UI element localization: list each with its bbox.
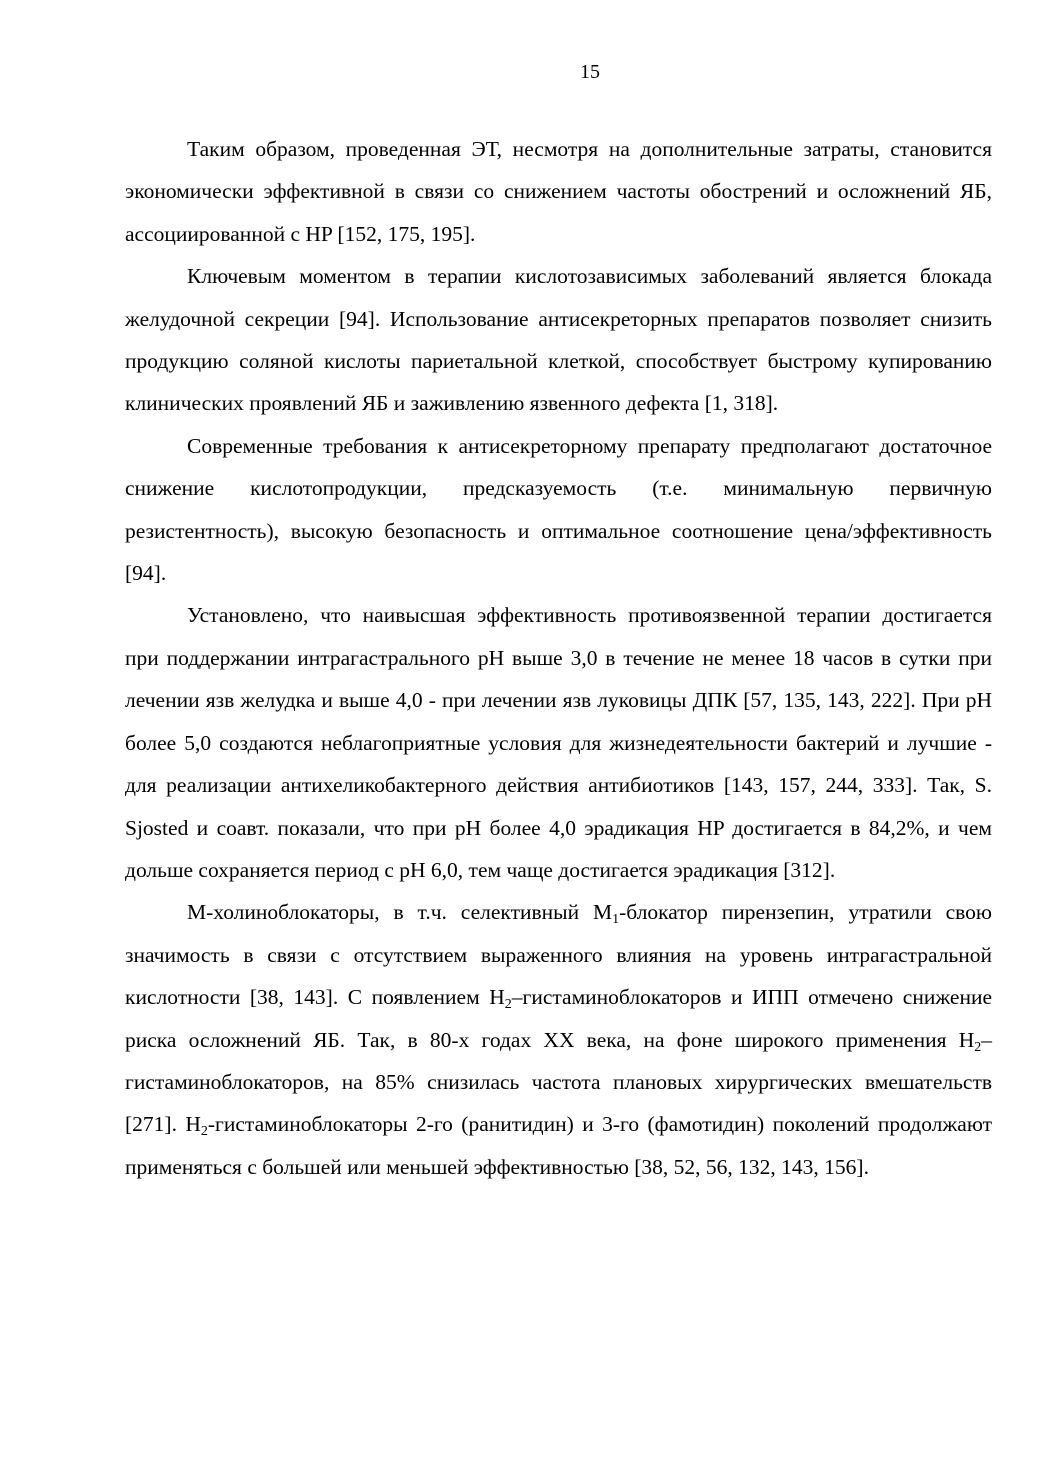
text-body bbox=[125, 128, 992, 1188]
paragraph-fragment: М-холиноблокаторы, в т.ч. селективный М bbox=[187, 900, 613, 925]
subscript: 2 bbox=[974, 1039, 982, 1055]
paragraph-intragastric-ph: Установлено, что наивысшая эффективность противоязвенной терапии достигается при поддержании интрагастрального pH выше 3,0 в течение не менее 18 часов в сутки при лечении язв желудка и выше 4,0 - при лечении язв луковицы ДПК [57, 135, 143, 222]. При pH более 5,0 создаются неблагоприятные условия для жизнедеятельности бактерий и лучшие - для реализации антихеликобактерного действия антибиотиков [143, 157, 244, 333]. Так, S. Sjosted и соавт. показали, что при pH более 4,0 эрадикация HP достигается в 84,2%, и чем дольше сохраняется период с pH 6,0, тем чаще достигается эрадикация [312]. bbox=[125, 603, 992, 882]
paragraph-fragment: –гистаминоблокаторов и ИПП отмечено снижение риска осложнений ЯБ. Так, в 80-х годах XX века, на фоне широкого применения Н bbox=[125, 985, 992, 1052]
paragraph-cholinoblockers bbox=[125, 891, 992, 1188]
paragraph-fragment: -блокатор пирензепин, утратили свою значимость в связи с отсутствием выраженного влияния на уровень интрагастральной кислотности [38, 143]. С появлением Н bbox=[125, 900, 992, 1010]
paragraph-modern-requirements: Современные требования к антисекреторному препарату предполагают достаточное снижение кислотопродукции, предсказуемость (т.е. минимальную первичную резистентность), высокую безопасность и оптимальное соотношение цена/эффективность [94]. bbox=[125, 433, 992, 586]
paragraph-fragment: -гистаминоблокаторы 2-го (ранитидин) и 3-го (фамотидин) поколений продолжают применяться с большей или меньшей эффективностью [38, 52, 56, 132, 143, 156]. bbox=[125, 1112, 992, 1179]
paragraph-fragment: –гистаминоблокаторов, на 85% снизилась частота плановых хирургических вмешательств [271]. Н bbox=[125, 1027, 992, 1137]
subscript: 2 bbox=[200, 1124, 208, 1140]
subscript: 2 bbox=[504, 997, 512, 1013]
paragraph-economic-efficiency: Таким образом, проведенная ЭТ, несмотря на дополнительные затраты, становится экономически эффективной в связи со снижением частоты обострений и осложнений ЯБ, ассоциированной с HP [152, 175, 195]. bbox=[125, 137, 992, 246]
paragraph-acid-secretion-blockade: Ключевым моментом в терапии кислотозависимых заболеваний является блокада желудочной секреции [94]. Использование антисекреторных препаратов позволяет снизить продукцию соляной кислоты париетальной клеткой, способствует быстрому купированию клинических проявлений ЯБ и заживлению язвенного дефекта [1, 318]. bbox=[125, 264, 992, 416]
subscript: 1 bbox=[612, 912, 620, 928]
page-number: 15 bbox=[580, 61, 600, 83]
